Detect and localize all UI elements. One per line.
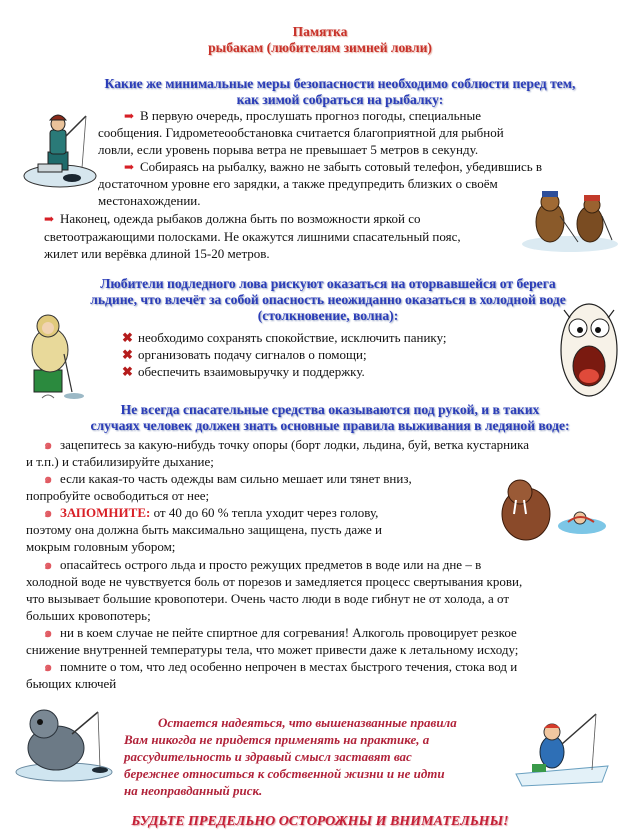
section2-heading: Любители подледного лова рискуют оказаться на оторвавшейся от берега льдине, что влечёт за собой опасность неожиданно оказаться в холодной воде (столкновение, волна):	[90, 276, 566, 323]
section3-item-2-cont: попробуйте освободиться от нее;	[26, 488, 210, 503]
section3-item-5: ๑ ни в коем случае не пейте спиртное для согревания! Алкоголь провоцирует резкое	[44, 625, 517, 640]
section1-item-2-cont: достаточном уровне его зарядки, а также предупредить близких о своём местонахождении.	[98, 176, 498, 208]
section1-item-2: ➡ Собираясь на рыбалку, важно не забыть сотовый телефон, убедившись в	[124, 159, 543, 174]
swirl-icon: ๑	[44, 471, 53, 486]
sitting-fisher-illustration	[20, 310, 94, 406]
swirl-icon: ๑	[44, 625, 53, 640]
section3-item-3-cont: поэтому она должна быть максимально защищена, пусть даже и мокрым головным убором;	[26, 522, 382, 554]
right-arrow-icon: ➡	[124, 109, 135, 123]
ice-fisherman-illustration	[20, 108, 100, 190]
section3-item-5-cont: снижение внутренней температуры тела, что может привести даже к летальному исходу;	[26, 642, 519, 657]
section3-item-4: ๑ опасайтесь острого льда и просто режущих предметов в воде или на дне – в	[44, 557, 482, 572]
ice-floe-fisher-illustration	[512, 708, 612, 788]
section3-item-1: ๑ зацепитесь за какую-нибудь точку опоры (борт лодки, льдина, буй, ветка кустарника	[44, 437, 529, 452]
list-item: ✖ необходимо сохранять спокойствие, исключить панику;	[122, 330, 447, 345]
seal-fishing-illustration	[14, 698, 118, 782]
x-mark-icon: ✖	[122, 347, 133, 362]
x-mark-icon: ✖	[122, 364, 133, 379]
section3-heading: Не всегда спасательные средства оказываются под рукой, и в таких случаях человек должен знать основные правила выживания в ледяной воде:	[90, 402, 570, 433]
section1-item-3: ➡ Наконец, одежда рыбаков должна быть по возможности яркой со светоотражающими полосками. Не окажутся лишними спасательный пояс, жилет или верёвка длиной 15-20 метров.	[44, 211, 461, 261]
section3-item-2: ๑ если какая-то часть одежды вам сильно мешает или тянет вниз,	[44, 471, 412, 486]
walrus-swimmer-illustration	[498, 470, 610, 544]
section2-list	[122, 329, 542, 380]
right-arrow-icon: ➡	[44, 212, 55, 226]
section3-item-6: ๑ помните о том, что лед особенно непрочен в местах быстрого течения, стока вод и	[44, 659, 518, 674]
list-item: ✖ обеспечить взаимовыручку и поддержку.	[122, 364, 365, 379]
x-mark-icon: ✖	[122, 330, 133, 345]
section3-item-3: ๑ ЗАПОМНИТЕ: от 40 до 60 % тепла уходит через голову,	[44, 505, 379, 520]
beavers-fishing-illustration	[520, 186, 620, 254]
swirl-icon: ๑	[44, 505, 53, 520]
section3-item-4-cont: холодной воде не чувствуется боль от порезов и замедляется процесс свертывания крови, что вызывает большие кровопотери. Очень часто люди в воде гибнут не от холода, а от больших кровопотерь;	[26, 574, 523, 623]
page-title: Памятка рыбакам (любителям зимней ловли)	[208, 24, 432, 55]
right-arrow-icon: ➡	[124, 160, 135, 174]
swirl-icon: ๑	[44, 659, 53, 674]
section1-item-1: ➡ В первую очередь, прослушать прогноз погоды, специальные	[124, 108, 482, 123]
section3-item-6-cont: бьющих ключей	[26, 676, 117, 691]
section3-item-1-cont: и т.п.) и стабилизируйте дыхание;	[26, 454, 214, 469]
closing-note: Остается надеяться, что вышеназванные правила Вам никогда не придется применять на практике, а рассудительность и здравый смысл заставят вас бережнее относиться к собственной жизни и не идти на неоправданный риск.	[124, 715, 457, 798]
final-warning: БУДЬТЕ ПРЕДЕЛЬНО ОСТОРОЖНЫ И ВНИМАТЕЛЬНЫ!	[131, 814, 509, 829]
section1-item-1-cont: сообщения. Гидрометеообстановка считается благоприятной для рыбной ловли, если уровень порыва ветра не превышает 5 метров в секунду.	[98, 125, 504, 157]
list-item: ✖ организовать подачу сигналов о помощи;	[122, 347, 367, 362]
section1-heading: Какие же минимальные меры безопасности необходимо соблюсти перед тем, как зимой собраться на рыбалку:	[104, 76, 576, 107]
swirl-icon: ๑	[44, 437, 53, 452]
panic-face-illustration	[558, 300, 620, 400]
swirl-icon: ๑	[44, 557, 53, 572]
